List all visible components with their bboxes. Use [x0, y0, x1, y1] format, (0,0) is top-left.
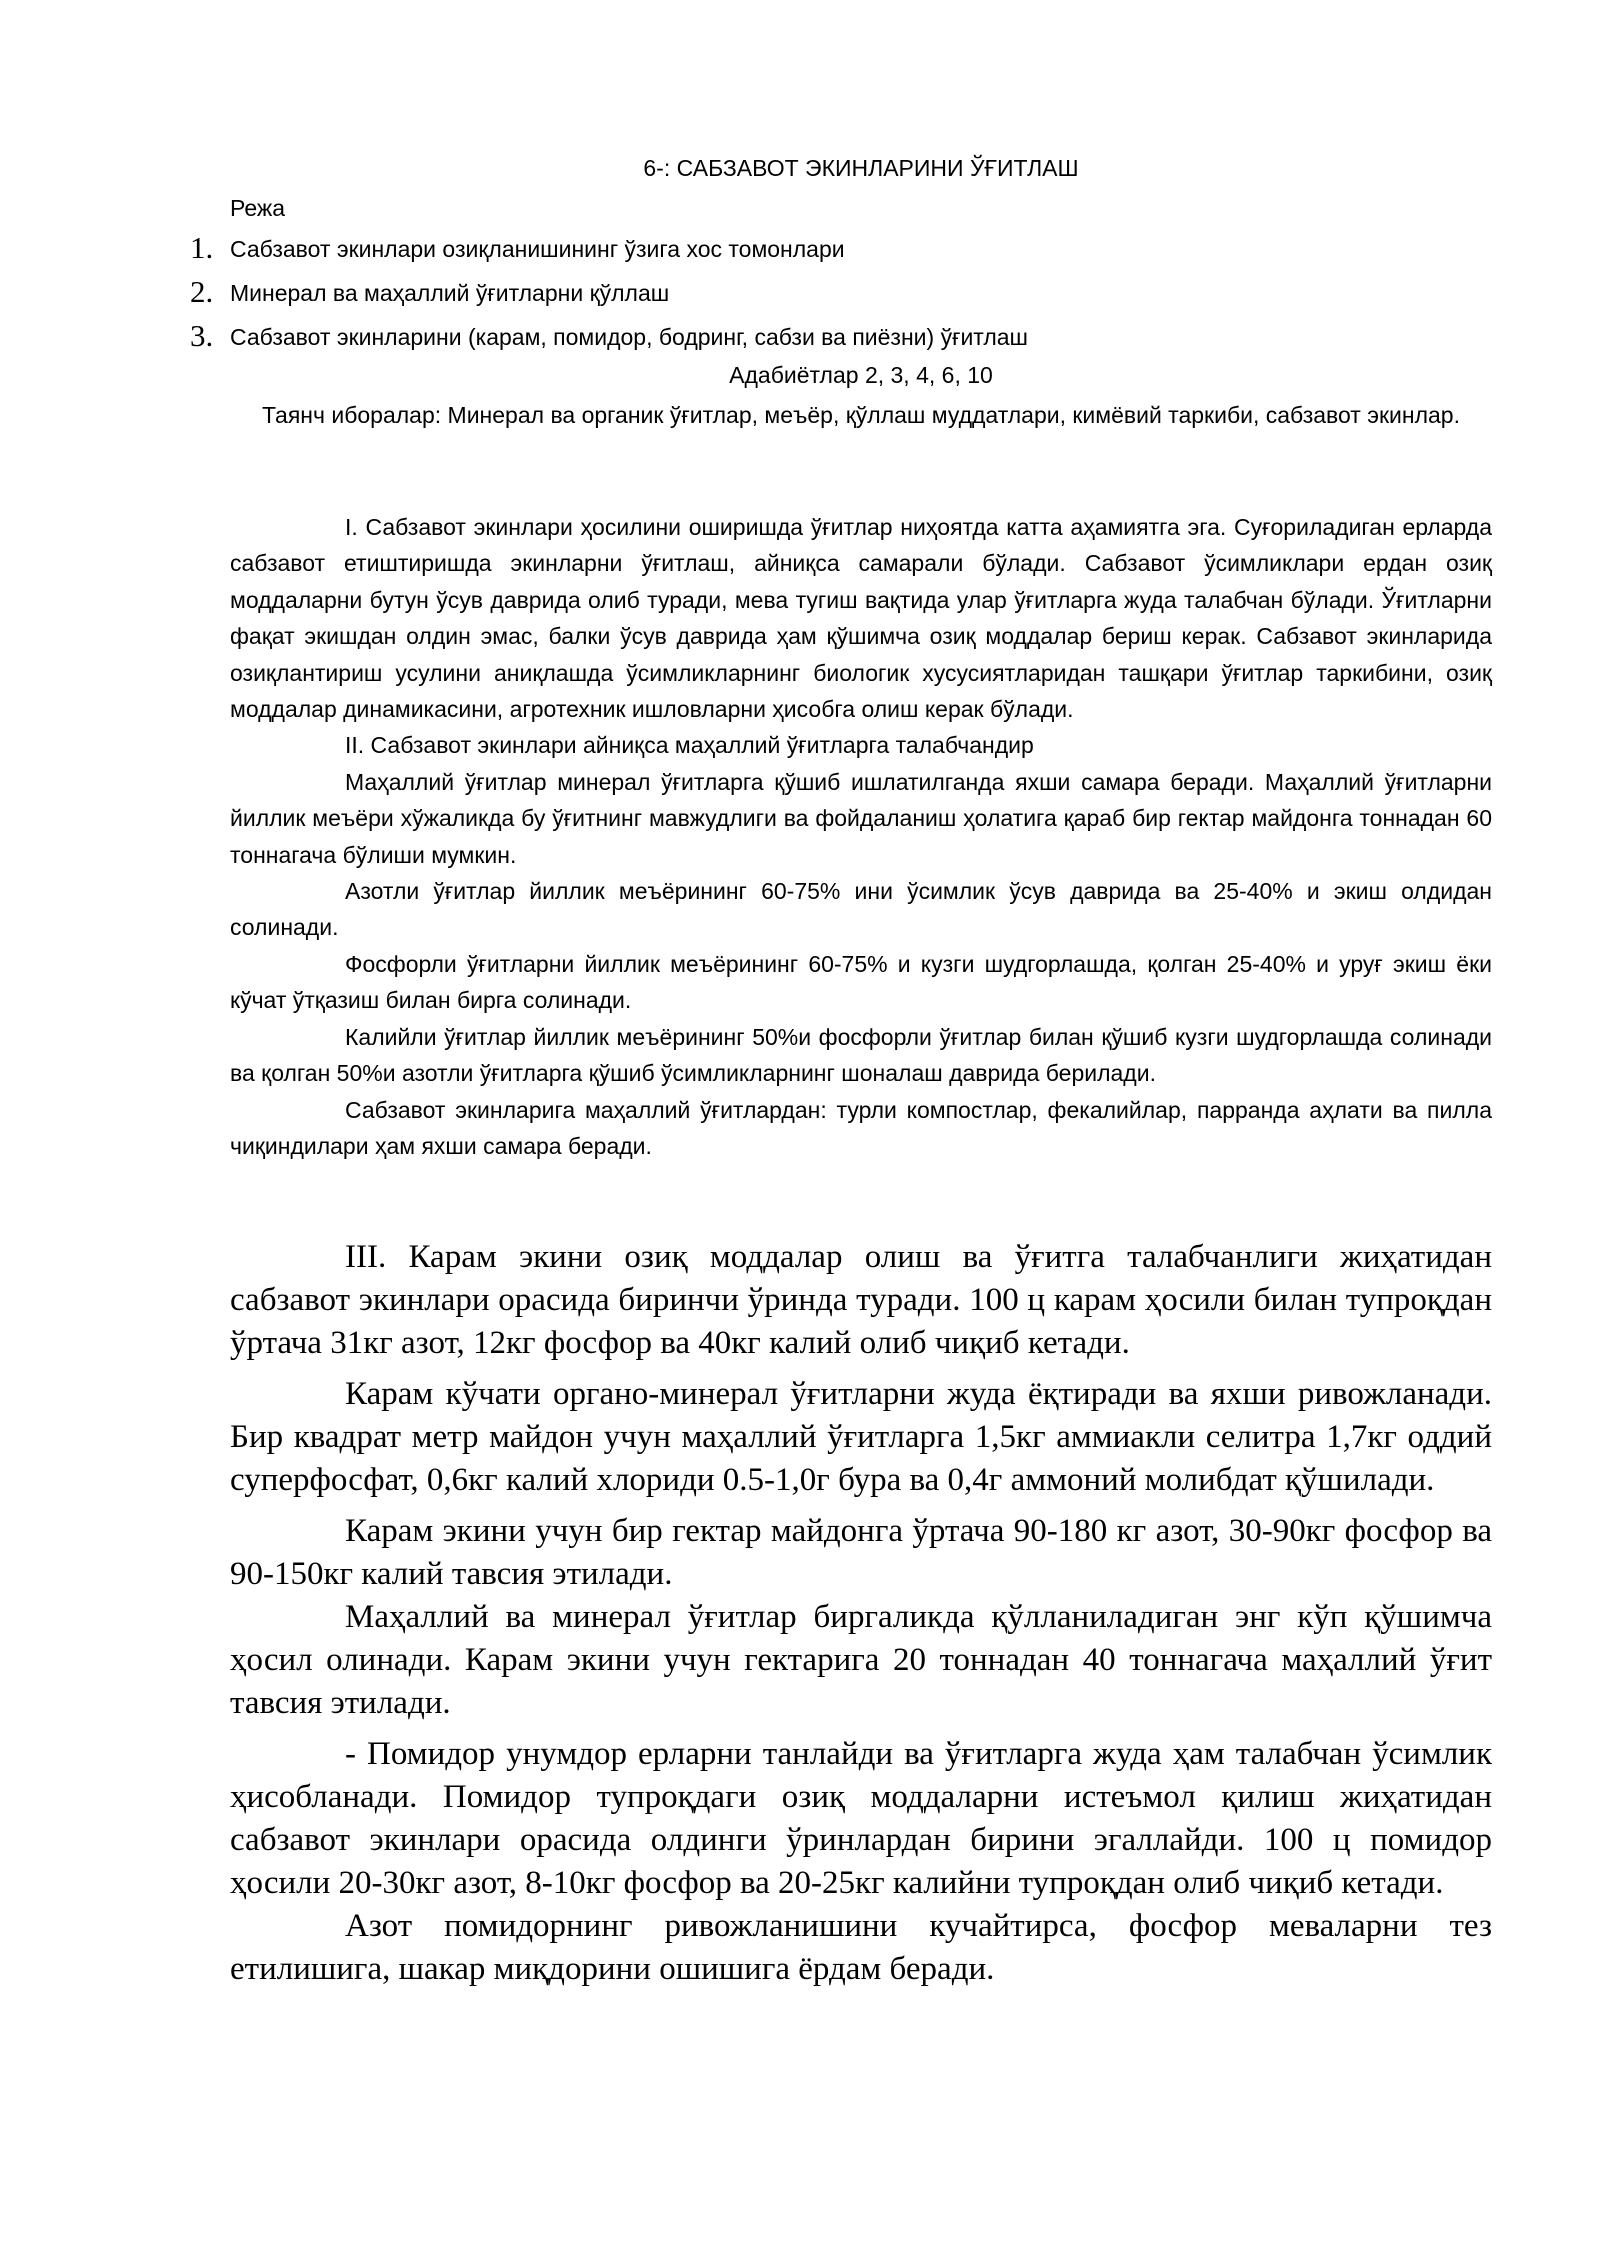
section-large-text: [230, 1236, 1492, 1991]
plan-item-text: Сабзавот экинлари озиқланишининг ўзига хос томонлари: [230, 236, 845, 262]
keywords-line: Таянч иборалар: Минерал ва органик ўғитлар, меъёр, қўллаш муддатлари, кимёвий таркиби, сабзавот экинлар.: [262, 402, 1460, 428]
paragraph: Калийли ўғитлар йиллик меъёрининг 50%и фосфорли ўғитлар билан қўшиб кузги шудгорлашда солинади ва қолган 50%и азотли ўғитларга қўшиб ўсимликларнинг шоналаш даврида берилади.: [230, 1023, 1492, 1087]
paragraph: Азотли ўғитлар йиллик меъёрининг 60-75% ини ўсимлик ўсув даврида ва 25-40% и экиш олдидан солинади.: [230, 878, 1492, 941]
paragraph: Азот помидорнинг ривожланишини кучайтирса, фосфор меваларни тез етилишига, шакар миқдорини ошишига ёрдам беради.: [230, 1908, 1492, 1987]
paragraph: III. Карам экини озиқ моддалар олиш ва ўғитга талабчанлиги жиҳатидан сабзавот экинлари орасида биринчи ўринда туради. 100 ц карам ҳосили билан тупроқдан ўртача 31кг азот, 12кг фосфор ва 40кг калий олиб чиқиб кетади.: [230, 1239, 1492, 1361]
plan-item: [190, 230, 1492, 265]
literature-line: Адабиётлар 2, 3, 4, 6, 10: [729, 362, 993, 388]
plan-item-number: 3.: [190, 318, 214, 353]
paragraph: Маҳаллий ўғитлар минерал ўғитларга қўшиб ишлатилганда яхши самара беради. Маҳаллий ўғитларни йиллик меъёри хўжаликда бу ўғитнинг мавжудлиги ва фойдаланиш ҳолатига қараб бир гектар майдонга тоннадан 60 тоннагача бўлиши мумкин.: [230, 768, 1492, 868]
paragraph: Карам кўчати органо-минерал ўғитларни жуда ёқтиради ва яхши ривожланади. Бир квадрат метр майдон учун маҳаллий ўғитларга 1,5кг аммиакли селитра 1,7кг оддий суперфосфат, 0,6кг калий хлориди 0.5-1,0г бура ва 0,4г аммоний молибдат қўшилади.: [230, 1376, 1492, 1498]
paragraph: I. Сабзавот экинлари ҳосилини оширишда ўғитлар ниҳоятда катта аҳамиятга эга. Суғориладиган ерларда сабзавот етиштиришда экинларни ўғитлаш, айниқса самарали бўлади. Сабзавот ўсимликлари ердан озиқ моддаларни бутун ўсув даврида олиб туради, мева тугиш вақтида улар ўғитларга жуда талабчан бўлади. Ўғитларни фақат экишдан олдин эмас, балки ўсув даврида ҳам қўшимча озиқ моддалар бериш керак. Сабзавот экинларида озиқлантириш усулини аниқлашда ўсимликларнинг биологик хусусиятларидан ташқари ўғитлар таркибини, озиқ моддалар динамикасини, агротехник ишловларни ҳисобга олиш керак бўлади.: [230, 514, 1492, 723]
plan-item-text: Сабзавот экинларини (карам, помидор, бодринг, сабзи ва пиёзни) ўғитлаш: [230, 324, 1028, 350]
plan-item-number: 1.: [190, 230, 214, 265]
plan-item: [190, 318, 1492, 353]
paragraph: Фосфорли ўғитларни йиллик меъёрининг 60-75% и кузги шудгорлашда, қолган 25-40% и уруғ экиш ёки кўчат ўтқазиш билан бирга солинади.: [230, 950, 1492, 1014]
plan-label: Режа: [230, 195, 286, 221]
paragraph: Карам экини учун бир гектар майдонга ўртача 90-180 кг азот, 30-90кг фосфор ва 90-150кг калий тавсия этилади.: [230, 1513, 1492, 1592]
document-title: 6-: САБЗАВОТ ЭКИНЛАРИНИ ЎҒИТЛАШ: [643, 155, 1079, 181]
section-small-text: [230, 509, 1492, 1164]
paragraph: Сабзавот экинларига маҳаллий ўғитлардан: турли компостлар, фекалийлар, парранда аҳлати ва пилла чиқиндилари ҳам яхши самара беради.: [230, 1096, 1492, 1159]
paragraph: - Помидор унумдор ерларни танлайди ва ўғитларга жуда ҳам талабчан ўсимлик ҳисобланади. Помидор тупроқдаги озиқ моддаларни истеъмол қилиш жиҳатидан сабзавот экинлари орасида олдинги ўринлардан бирини эгаллайди. 100 ц помидор ҳосили 20-30кг азот, 8-10кг фосфор ва 20-25кг калийни тупроқдан олиб чиқиб кетади.: [230, 1736, 1492, 1901]
paragraph: Маҳаллий ва минерал ўғитлар биргаликда қўлланиладиган энг кўп қўшимча ҳосил олинади. Карам экини учун гектарига 20 тоннадан 40 тоннагача маҳаллий ўғит тавсия этилади.: [230, 1599, 1492, 1721]
section-heading: II. Сабзавот экинлари айниқса маҳаллий ўғитларга талабчандир: [345, 732, 1034, 759]
plan-item: [190, 274, 1492, 309]
plan-item-number: 2.: [190, 274, 214, 309]
plan-item-text: Минерал ва маҳаллий ўғитларни қўллаш: [230, 280, 670, 306]
